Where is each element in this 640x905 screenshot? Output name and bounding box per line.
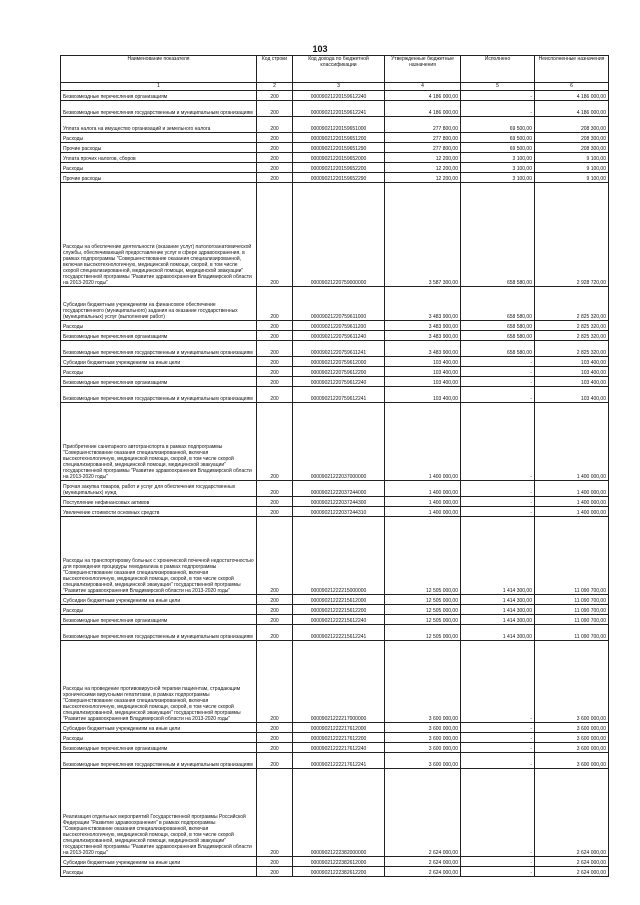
row-executed: - [461,743,535,753]
table-body [61,91,609,877]
row-income-code: 00009021222217612200 [293,733,385,743]
row-code: 200 [257,641,293,723]
row-approved: 2 624 000,00 [385,769,461,857]
row-approved: 3 483 900,00 [385,321,461,331]
row-unexecuted: 3 600 000,00 [535,753,609,769]
row-approved: 12 505 000,00 [385,625,461,641]
row-approved: 103 400,00 [385,387,461,403]
table-row [61,481,609,497]
row-code: 200 [257,163,293,173]
row-executed: - [461,497,535,507]
row-approved: 3 600 000,00 [385,753,461,769]
row-income-code: 00009021220159652000 [293,153,385,163]
row-income-code: 00009021222382000000 [293,769,385,857]
page-number: 103 [312,44,328,54]
row-approved: 277 800,00 [385,143,461,153]
row-name: Прочая закупка товаров, работ и услуг для обеспечения государственных (муниципальных) нужд [61,481,257,497]
table-row [61,753,609,769]
row-name: Расходы [61,321,257,331]
row-name: Расходы [61,867,257,877]
row-code: 200 [257,733,293,743]
table-row [61,857,609,867]
table-row [61,387,609,403]
row-name: Безвозмездные перечисления государственным и муниципальным организациям [61,625,257,641]
row-name: Безвозмездные перечисления организациям [61,91,257,101]
row-income-code: 00009021222382612000 [293,857,385,867]
table-row [61,117,609,133]
row-unexecuted: 2 624 000,00 [535,769,609,857]
table-row [61,287,609,321]
row-code: 200 [257,287,293,321]
row-code: 200 [257,331,293,341]
row-approved: 12 505 000,00 [385,595,461,605]
row-unexecuted: 9 100,00 [535,153,609,163]
row-code: 200 [257,857,293,867]
table-row [61,733,609,743]
col-index: 4 [385,83,461,91]
row-approved: 12 200,00 [385,163,461,173]
row-unexecuted: 9 100,00 [535,163,609,173]
header-row [61,56,609,83]
table-row [61,605,609,615]
row-executed: - [461,387,535,403]
row-unexecuted: 2 825 320,00 [535,321,609,331]
row-name: Расходы [61,133,257,143]
row-approved: 4 186 000,00 [385,101,461,117]
row-approved: 12 200,00 [385,173,461,183]
row-code: 200 [257,387,293,403]
header-income-code: Код дохода по бюджетной классификации [293,56,385,83]
table-row [61,357,609,367]
header-approved: Утвержденные бюджетные назначения [385,56,461,83]
row-unexecuted: 2 928 720,00 [535,183,609,287]
row-executed: - [461,357,535,367]
row-approved: 277 800,00 [385,133,461,143]
table-row [61,331,609,341]
row-unexecuted: 103 400,00 [535,387,609,403]
row-approved: 12 200,00 [385,153,461,163]
col-index: 1 [61,83,257,91]
row-approved: 3 483 900,00 [385,331,461,341]
row-name: Реализация отдельных мероприятий Государственной программы Российской Федерации "Развитие здравоохранения" в рамках подпрограммы "Совершенствование оказания специализированной, включая высокотехнологичную, медицинской помощи, скорой, в том числе скорой специализированной, медицинской помощи, медицинской эвакуации" государственной программы "Развитие здравоохранения Владимирской области на 2013-2020 годы" [61,769,257,857]
table-row [61,625,609,641]
row-executed: - [461,753,535,769]
table-row [61,507,609,517]
row-approved: 103 400,00 [385,377,461,387]
row-income-code: 00009021220759612200 [293,367,385,377]
row-unexecuted: 208 300,00 [535,117,609,133]
row-name: Безвозмездные перечисления государственным и муниципальным организациям [61,101,257,117]
row-unexecuted: 3 600 000,00 [535,733,609,743]
col-index: 6 [535,83,609,91]
row-unexecuted: 103 400,00 [535,357,609,367]
row-name: Безвозмездные перечисления государственным и муниципальным организациям [61,341,257,357]
column-index-row [61,83,609,91]
row-unexecuted: 9 100,00 [535,173,609,183]
row-code: 200 [257,625,293,641]
row-income-code: 00009021220159651000 [293,117,385,133]
table-row [61,367,609,377]
row-executed: - [461,481,535,497]
row-name: Безвозмездные перечисления организациям [61,331,257,341]
row-name: Расходы на транспортировку больных с хронической почечной недостаточностью для проведения процедуры гемодиализа в рамках подпрограммы "Совершенствование оказания специализированной, включая высокотехнологичную, медицинской помощи, скорой, в том числе скорой специализированной, медицинской эвакуации" государственной программы "Развитие здравоохранения Владимирской области на 2013-2020 годы" [61,517,257,595]
row-name: Расходы [61,163,257,173]
row-executed: - [461,769,535,857]
table-row [61,743,609,753]
row-executed: 3 100,00 [461,163,535,173]
row-code: 200 [257,595,293,605]
row-unexecuted: 3 600 000,00 [535,641,609,723]
table-row [61,341,609,357]
row-approved: 3 483 900,00 [385,287,461,321]
row-name: Безвозмездные перечисления организациям [61,743,257,753]
table-row [61,615,609,625]
table-row [61,183,609,287]
row-approved: 1 400 000,00 [385,481,461,497]
row-approved: 1 400 000,00 [385,507,461,517]
table-row [61,173,609,183]
row-name: Субсидии бюджетным учреждениям на иные цели [61,723,257,733]
row-code: 200 [257,615,293,625]
row-income-code: 00009021222217612241 [293,753,385,769]
row-name: Прочие расходы [61,143,257,153]
row-approved: 3 600 000,00 [385,743,461,753]
row-unexecuted: 208 300,00 [535,143,609,153]
row-executed: 1 414 300,00 [461,595,535,605]
row-executed: 658 580,00 [461,331,535,341]
row-code: 200 [257,101,293,117]
row-executed: 1 414 300,00 [461,605,535,615]
row-name: Приобретение санитарного автотранспорта в рамках подпрограммы "Совершенствование оказания специализированной, включая высокотехнологичную, медицинской помощи, скорой, в том числе скорой специализированной, медицинской помощи, медицинской эвакуации" государственной программы "Развитие здравоохранения Владимирской области на 2013-2020 годы" [61,403,257,481]
row-income-code: 00009021222382612200 [293,867,385,877]
row-income-code: 00009021222037244300 [293,497,385,507]
row-income-code: 00009021220159612240 [293,91,385,101]
row-executed: 3 100,00 [461,153,535,163]
row-executed: 69 500,00 [461,143,535,153]
row-executed: - [461,723,535,733]
row-unexecuted: 2 624 000,00 [535,857,609,867]
table-row [61,403,609,481]
row-unexecuted: 1 400 000,00 [535,507,609,517]
row-code: 200 [257,153,293,163]
row-income-code: 00009021222215000000 [293,517,385,595]
row-executed: 3 100,00 [461,173,535,183]
row-executed: - [461,101,535,117]
header-code: Код строки [257,56,293,83]
row-code: 200 [257,367,293,377]
col-index: 5 [461,83,535,91]
row-code: 200 [257,403,293,481]
table-row [61,497,609,507]
col-index: 3 [293,83,385,91]
budget-table [60,55,609,877]
row-executed: 69 500,00 [461,133,535,143]
table-row [61,321,609,331]
row-code: 200 [257,605,293,615]
row-name: Расходы [61,605,257,615]
row-unexecuted: 208 300,00 [535,133,609,143]
row-code: 200 [257,183,293,287]
row-code: 200 [257,321,293,331]
row-executed: 1 414 300,00 [461,615,535,625]
row-income-code: 00009021220159652290 [293,173,385,183]
row-executed: 658 580,00 [461,341,535,357]
row-code: 200 [257,481,293,497]
row-unexecuted: 11 090 700,00 [535,615,609,625]
row-approved: 3 600 000,00 [385,723,461,733]
row-executed: - [461,641,535,723]
row-code: 200 [257,377,293,387]
row-unexecuted: 4 186 000,00 [535,101,609,117]
row-code: 200 [257,743,293,753]
table-row [61,867,609,877]
row-name: Безвозмездные перечисления государственным и муниципальным организациям [61,753,257,769]
table-row [61,133,609,143]
row-name: Безвозмездные перечисления организациям [61,377,257,387]
row-code: 200 [257,723,293,733]
row-unexecuted: 11 090 700,00 [535,605,609,615]
row-unexecuted: 103 400,00 [535,367,609,377]
row-income-code: 00009021220759611241 [293,341,385,357]
row-unexecuted: 3 600 000,00 [535,723,609,733]
row-income-code: 00009021220759612240 [293,377,385,387]
row-unexecuted: 103 400,00 [535,377,609,387]
row-executed: 1 414 300,00 [461,517,535,595]
row-unexecuted: 3 600 000,00 [535,743,609,753]
row-code: 200 [257,507,293,517]
row-code: 200 [257,91,293,101]
row-income-code: 00009021222037244000 [293,481,385,497]
row-executed: 658 580,00 [461,287,535,321]
row-approved: 4 186 000,00 [385,91,461,101]
row-code: 200 [257,143,293,153]
row-income-code: 00009021220759000000 [293,183,385,287]
row-income-code: 00009021220759612000 [293,357,385,367]
row-executed: 658 580,00 [461,183,535,287]
row-executed: - [461,733,535,743]
row-approved: 2 624 000,00 [385,857,461,867]
row-code: 200 [257,133,293,143]
row-name: Прочие расходы [61,173,257,183]
row-code: 200 [257,517,293,595]
row-approved: 12 505 000,00 [385,615,461,625]
row-approved: 3 600 000,00 [385,733,461,743]
row-income-code: 00009021220159652200 [293,163,385,173]
row-approved: 3 587 300,00 [385,183,461,287]
row-executed: - [461,403,535,481]
row-name: Субсидии бюджетным учреждениям на иные цели [61,357,257,367]
row-executed: - [461,857,535,867]
row-unexecuted: 2 825 320,00 [535,331,609,341]
row-approved: 1 400 000,00 [385,497,461,507]
table-row [61,153,609,163]
table-row [61,101,609,117]
header-executed: Исполнено [461,56,535,83]
row-unexecuted: 2 825 320,00 [535,287,609,321]
table-row [61,91,609,101]
row-name: Поступление нефинансовых активов [61,497,257,507]
row-name: Расходы на проведение противовирусной терапии пациентам, страдающим хроническими вирусными гепатитами, в рамках подпрограммы "Совершенствование оказания специализированной, включая высокотехнологичную, медицинской помощи, скорой, в том числе скорой специализированной, медицинской эвакуации" государственной программы "Развитие здравоохранения Владимирской области на 2013-2020 годы" [61,641,257,723]
header-unexecuted: Неисполненные назначения [535,56,609,83]
row-income-code: 00009021222037000000 [293,403,385,481]
row-income-code: 00009021222215612241 [293,625,385,641]
row-income-code: 00009021220759611240 [293,331,385,341]
row-income-code: 00009021222215612000 [293,595,385,605]
row-unexecuted: 1 400 000,00 [535,497,609,507]
row-name: Безвозмездные перечисления организациям [61,615,257,625]
table-row [61,641,609,723]
row-unexecuted: 1 400 000,00 [535,403,609,481]
row-unexecuted: 4 186 000,00 [535,91,609,101]
row-approved: 12 505 000,00 [385,517,461,595]
row-name: Расходы [61,733,257,743]
row-executed: - [461,91,535,101]
row-executed: - [461,867,535,877]
row-approved: 277 800,00 [385,117,461,133]
row-approved: 12 505 000,00 [385,605,461,615]
row-code: 200 [257,497,293,507]
row-executed: 1 414 300,00 [461,625,535,641]
row-executed: 69 500,00 [461,117,535,133]
row-name: Безвозмездные перечисления государственным и муниципальным организациям [61,387,257,403]
row-name: Расходы на обеспечение деятельности (оказание услуг) патологоанатомической службы, обеспечивающей предоставление услуг в сфере здравоохранения, в рамках подпрограммы "Совершенствование оказания специализированной, включая высокотехнологичную, медицинской помощи, скорой, в том числе скорой специализированной, медицинской помощи, медицинской эвакуации" государственной программы "Развитие здравоохранения Владимирской области на 2013-2020 годы" [61,183,257,287]
row-executed: 658 580,00 [461,321,535,331]
row-code: 200 [257,173,293,183]
row-income-code: 00009021222215612200 [293,605,385,615]
row-income-code: 00009021222037244310 [293,507,385,517]
row-name: Уплата налога на имущество организаций и земельного налога [61,117,257,133]
row-income-code: 00009021220759611200 [293,321,385,331]
table-row [61,163,609,173]
row-code: 200 [257,753,293,769]
row-income-code: 00009021220159612241 [293,101,385,117]
row-code: 200 [257,117,293,133]
row-approved: 2 624 000,00 [385,867,461,877]
row-income-code: 00009021222217612240 [293,743,385,753]
table-row [61,595,609,605]
row-unexecuted: 2 825 320,00 [535,341,609,357]
table-row [61,517,609,595]
row-executed: - [461,367,535,377]
row-income-code: 00009021220159651290 [293,143,385,153]
table-row [61,769,609,857]
row-code: 200 [257,357,293,367]
row-approved: 1 400 000,00 [385,403,461,481]
row-income-code: 00009021220759611000 [293,287,385,321]
row-code: 200 [257,867,293,877]
row-income-code: 00009021222215612240 [293,615,385,625]
row-approved: 3 483 900,00 [385,341,461,357]
row-unexecuted: 11 090 700,00 [535,595,609,605]
col-index: 2 [257,83,293,91]
row-name: Уплата прочих налогов, сборов [61,153,257,163]
table-row [61,377,609,387]
row-name: Субсидии бюджетным учреждениям на иные цели [61,595,257,605]
row-executed: - [461,507,535,517]
row-name: Увеличение стоимости основных средств [61,507,257,517]
row-approved: 3 600 000,00 [385,641,461,723]
row-income-code: 00009021222217612000 [293,723,385,733]
row-code: 200 [257,769,293,857]
row-income-code: 00009021222217000000 [293,641,385,723]
table-row [61,723,609,733]
row-unexecuted: 2 624 000,00 [535,867,609,877]
row-approved: 103 400,00 [385,357,461,367]
row-executed: - [461,377,535,387]
row-name: Расходы [61,367,257,377]
row-name: Субсидии бюджетным учреждениям на иные цели [61,857,257,867]
row-approved: 103 400,00 [385,367,461,377]
row-unexecuted: 1 400 000,00 [535,481,609,497]
row-unexecuted: 11 090 700,00 [535,625,609,641]
row-income-code: 00009021220759612241 [293,387,385,403]
row-unexecuted: 11 090 700,00 [535,517,609,595]
header-name: Наименование показателя [61,56,257,83]
row-income-code: 00009021220159651200 [293,133,385,143]
table-row [61,143,609,153]
row-name: Субсидии бюджетным учреждениям на финансовое обеспечение государственного (муниципального) задания на оказание государственных (муниципальных) услуг (выполнение работ) [61,287,257,321]
row-code: 200 [257,341,293,357]
